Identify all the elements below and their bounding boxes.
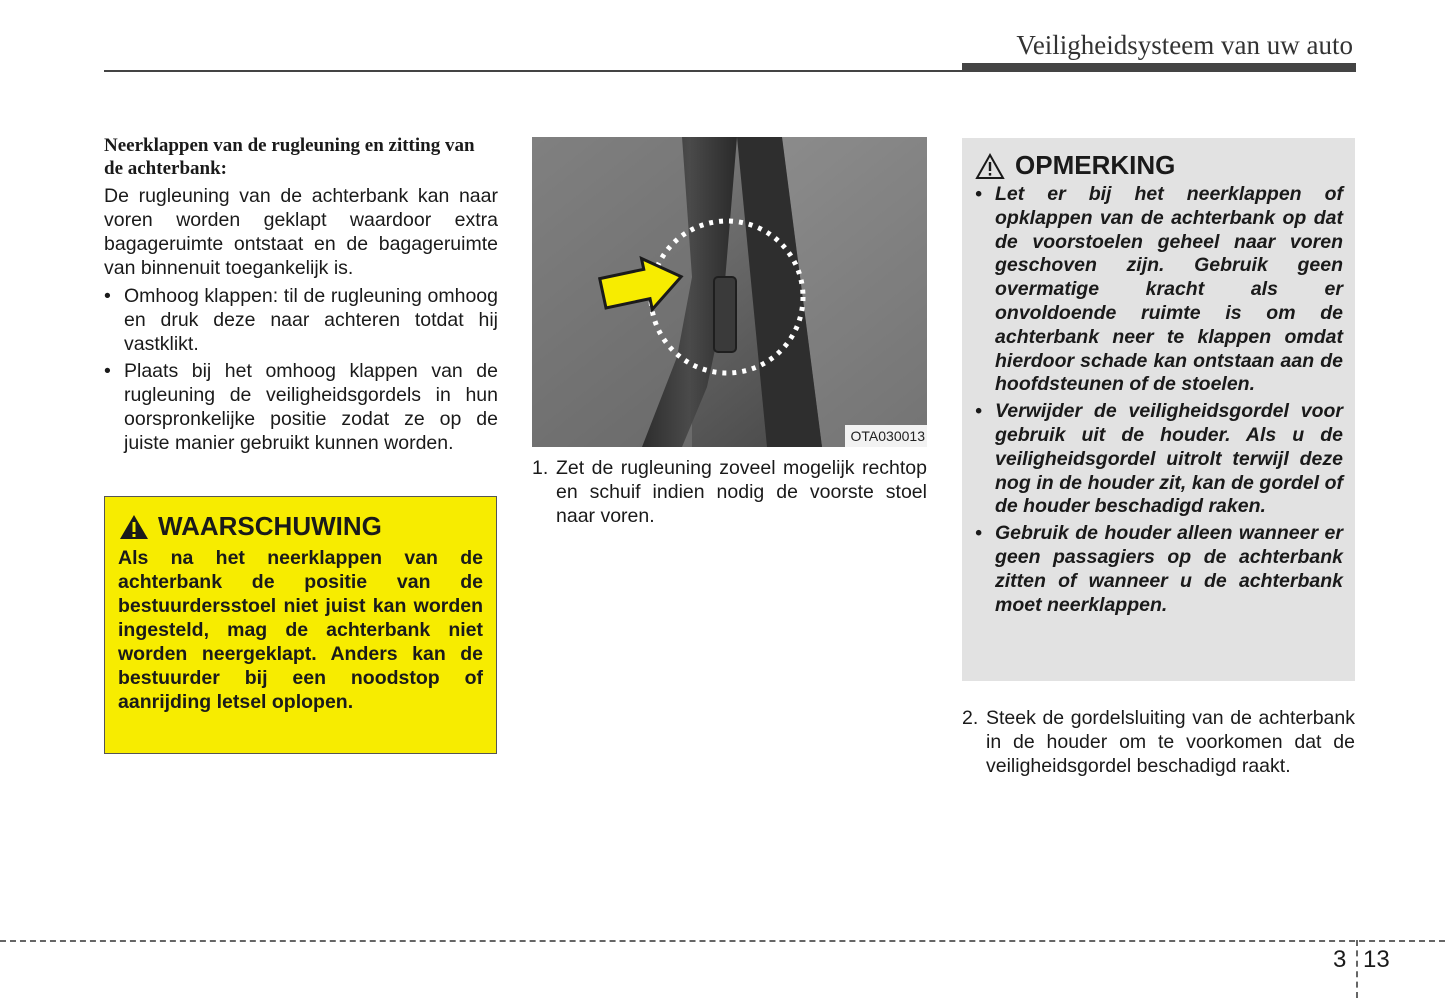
- intro-paragraph: De rugleuning van de achterbank kan naar voren worden geklapt waardoor extra bagageruimte ontstaat en de bagageruimte van binnenuit toegankelijk is.: [104, 185, 498, 279]
- notice-title: OPMERKING: [975, 150, 1343, 181]
- list-item: • Let er bij het neerklappen of opklappen van de achterbank op dat de voorstoelen geheel naar voren geschoven zijn. Gebruik geen overmatige kracht als er onvoldoende ruimte is om de achterbank neer te klappen omdat hierdoor schade kan ontstaan aan de hoofdsteunen of de stoelen.: [975, 183, 1343, 396]
- section-heading: Neerklappen van de rugleuning en zitting van de achterbank:: [104, 135, 475, 179]
- list-item: • Omhoog klappen: til de rugleuning omhoog en druk deze naar achteren totdat hij vastklikt.: [104, 285, 498, 355]
- notice-list: [975, 183, 1343, 617]
- notice-box: [962, 138, 1355, 681]
- page-number: 13: [1363, 946, 1390, 973]
- left-column: [104, 134, 498, 458]
- header-bar: [962, 63, 1356, 72]
- caution-triangle-icon: [975, 152, 1005, 180]
- seat-illustration: [532, 137, 927, 447]
- warning-box: [104, 496, 497, 754]
- warning-triangle-icon: [118, 513, 150, 541]
- footer-rule: [0, 940, 1445, 942]
- list-item: • Verwijder de veiligheidsgordel voor gebruik uit de houder. Als u de veiligheidsgordel uitrolt terwijl deze nog in de houder zit, kan de gordel of de houder beschadigd raken.: [975, 400, 1343, 518]
- right-column-steps: [962, 706, 1355, 778]
- warning-title: WAARSCHUWING: [118, 511, 483, 542]
- list-item: • Gebruik de houder alleen wanneer er geen passagiers op de achterbank zitten of wanneer u de achterbank moet neerklappen.: [975, 522, 1343, 616]
- chapter-number: 3: [1333, 946, 1347, 973]
- bullet-list: [104, 284, 498, 455]
- header-rule: [104, 70, 962, 72]
- figure-code: OTA030013: [845, 425, 927, 447]
- middle-column: [532, 456, 927, 528]
- list-item: • Plaats bij het omhoog klappen van de rugleuning de veiligheidsgordels in hun oorspronkelijke positie zodat ze op de juiste manier gebruikt kunnen worden.: [104, 360, 498, 454]
- running-header: Veiligheidsysteem van uw auto: [1016, 30, 1353, 60]
- step-1: 1. Zet de rugleuning zoveel mogelijk rechtop en schuif indien nodig de voorste stoel naar voren.: [532, 457, 927, 527]
- seatbelt-figure: [532, 137, 927, 447]
- footer-divider: [1356, 940, 1358, 998]
- warning-text: Als na het neerklappen van de achterbank de positie van de bestuurdersstoel niet juist kan worden ingesteld, mag de achterbank niet worden neergeklapt. Anders kan de bestuurder bij een noodstop of aanrijding letsel oplopen.: [118, 547, 483, 713]
- step-2: 2. Steek de gordelsluiting van de achterbank in de houder om te voorkomen dat de veiligheidsgordel beschadigd raakt.: [962, 707, 1355, 777]
